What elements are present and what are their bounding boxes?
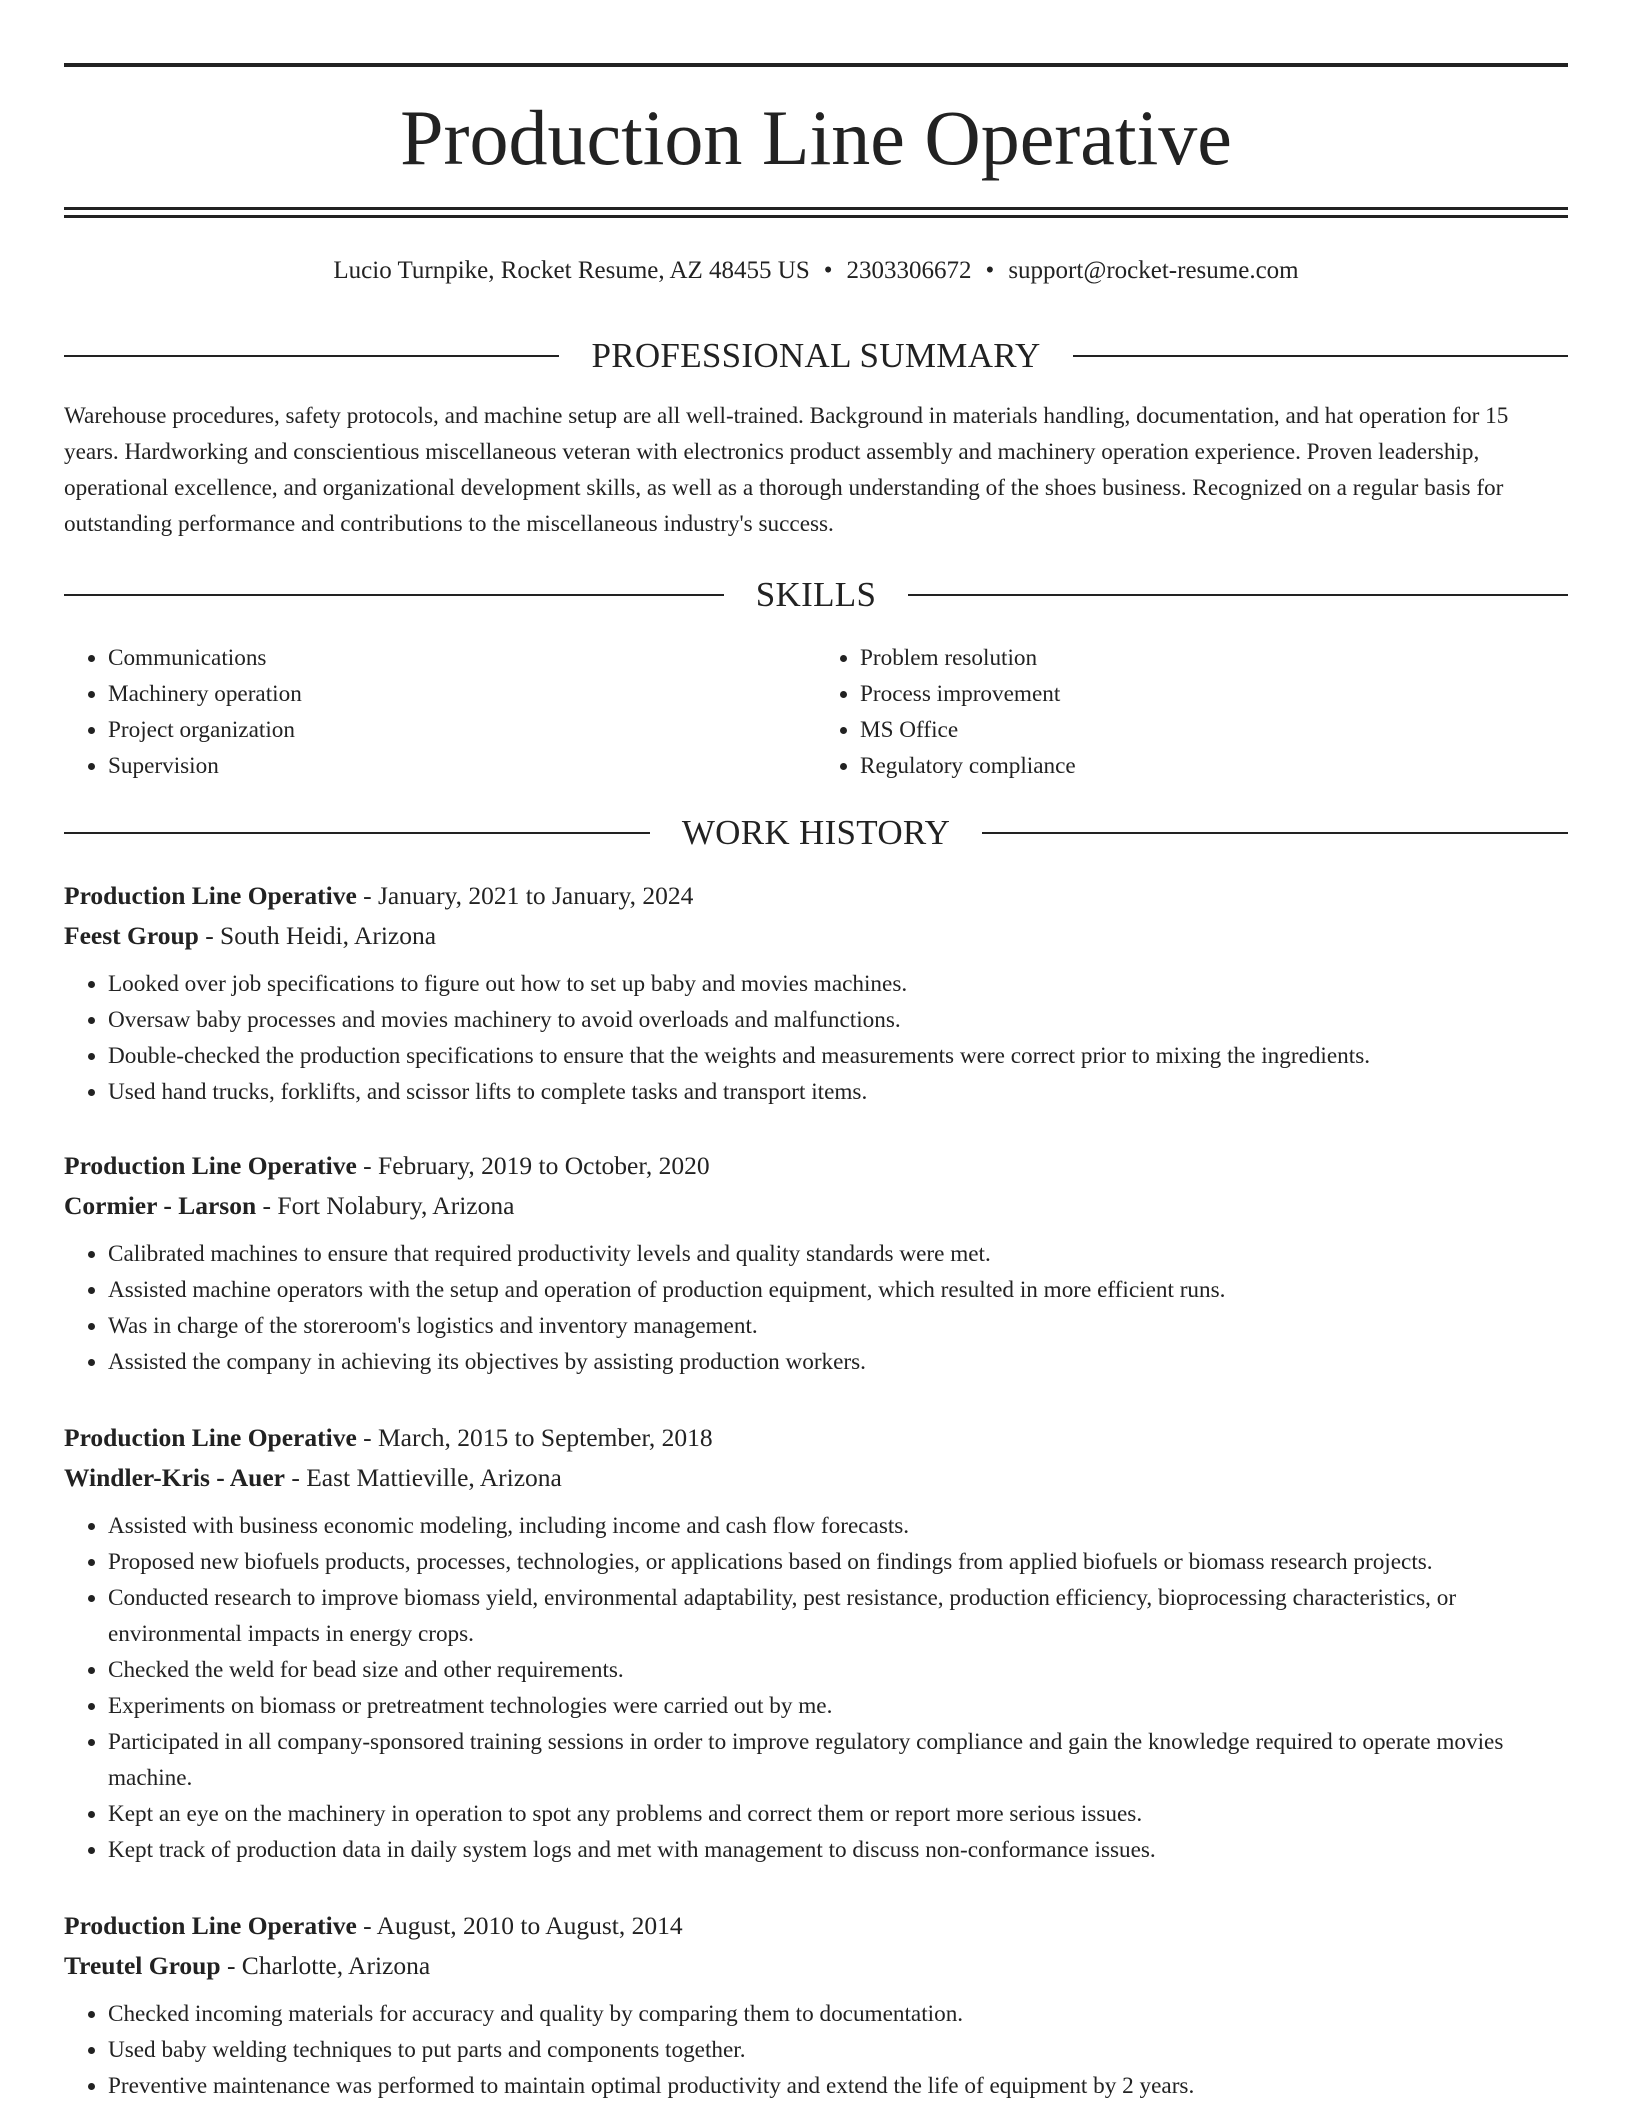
job-bullet: • Used baby welding techniques to put parts and components together. bbox=[108, 2032, 1568, 2068]
job-bullet: • Used hand trucks, forklifts, and scissor lifts to complete tasks and transport items. bbox=[108, 1074, 1568, 1110]
heading-rule bbox=[64, 832, 650, 834]
job-location: - South Heidi, Arizona bbox=[198, 921, 437, 950]
skill-item: • Supervision bbox=[108, 748, 816, 784]
contact-phone: 2303306672 bbox=[846, 257, 972, 284]
section-heading-summary bbox=[64, 334, 1568, 378]
skill-item: • Communications bbox=[108, 640, 816, 676]
contact-address: Lucio Turnpike, Rocket Resume, AZ 48455 US bbox=[333, 257, 810, 284]
job-dates: - January, 2021 to January, 2024 bbox=[356, 881, 694, 910]
section-heading-text: SKILLS bbox=[755, 575, 877, 614]
job-location: - East Mattieville, Arizona bbox=[284, 1463, 562, 1492]
title-rule-upper bbox=[64, 207, 1568, 210]
skill-item: • Machinery operation bbox=[108, 676, 816, 712]
job-dates: - March, 2015 to September, 2018 bbox=[356, 1423, 713, 1452]
skill-item: • Problem resolution bbox=[860, 640, 1568, 676]
job-entry bbox=[64, 876, 1568, 1110]
title-rule-lower bbox=[64, 215, 1568, 218]
job-title-line bbox=[64, 1418, 1568, 1458]
contact-email: support@rocket-resume.com bbox=[1008, 257, 1299, 284]
contact-separator: • bbox=[985, 257, 995, 284]
contact-line bbox=[64, 253, 1568, 289]
job-bullets bbox=[64, 1508, 1568, 1868]
job-role: Production Line Operative bbox=[64, 881, 357, 910]
job-bullet: • Calibrated machines to ensure that required productivity levels and quality standards were met. bbox=[108, 1236, 1568, 1272]
job-bullet: • Was in charge of the storeroom's logistics and inventory management. bbox=[108, 1308, 1568, 1344]
job-bullet: • Assisted with business economic modeling, including income and cash flow forecasts. bbox=[108, 1508, 1568, 1544]
professional-summary: Warehouse procedures, safety protocols, and machine setup are all well-trained. Background in materials handling, documentation, and hat operation for 15 years. Hardworking and conscientious miscellaneous veteran with electronics product assembly and machinery operation experience. Proven leadership, operational excellence, and organizational development skills, as well as a thorough understanding of the shoes business. Recognized on a regular basis for outstanding performance and contributions to the miscellaneous industry's success. bbox=[64, 403, 1509, 537]
job-bullet: • Preventive maintenance was performed to maintain optimal productivity and extend the life of equipment by 2 years. bbox=[108, 2068, 1568, 2104]
section-heading-text: WORK HISTORY bbox=[681, 813, 951, 852]
job-entry bbox=[64, 1906, 1568, 2104]
job-bullet: • Assisted machine operators with the setup and operation of production equipment, which resulted in more efficient runs. bbox=[108, 1272, 1568, 1308]
job-entry bbox=[64, 1146, 1568, 1380]
job-bullet: • Proposed new biofuels products, processes, technologies, or applications based on findings from applied biofuels or biomass research projects. bbox=[108, 1544, 1568, 1580]
skill-item: • Regulatory compliance bbox=[860, 748, 1568, 784]
section-heading-work bbox=[64, 811, 1568, 855]
job-bullet: • Double-checked the production specifications to ensure that the weights and measurements were correct prior to mixing the ingredients. bbox=[108, 1038, 1568, 1074]
job-bullets bbox=[64, 1996, 1568, 2104]
job-title-line bbox=[64, 1146, 1568, 1186]
job-role: Production Line Operative bbox=[64, 1911, 357, 1940]
skill-item: • Process improvement bbox=[860, 676, 1568, 712]
job-bullet: • Checked incoming materials for accuracy and quality by comparing them to documentation. bbox=[108, 1996, 1568, 2032]
section-heading-text: PROFESSIONAL SUMMARY bbox=[591, 336, 1041, 375]
job-bullet: • Looked over job specifications to figure out how to set up baby and movies machines. bbox=[108, 966, 1568, 1002]
job-dates: - February, 2019 to October, 2020 bbox=[356, 1151, 710, 1180]
job-company: Cormier - Larson bbox=[64, 1191, 257, 1220]
job-bullet: • Checked the weld for bead size and other requirements. bbox=[108, 1652, 1568, 1688]
job-entry bbox=[64, 1418, 1568, 1868]
job-company: Feest Group bbox=[64, 921, 199, 950]
job-company-line bbox=[64, 1458, 1568, 1498]
job-title-line bbox=[64, 876, 1568, 916]
skill-item: • Project organization bbox=[108, 712, 816, 748]
job-bullet: • Kept track of production data in daily system logs and met with management to discuss non-conformance issues. bbox=[108, 1832, 1568, 1868]
section-heading-skills bbox=[64, 573, 1568, 617]
skill-item: • MS Office bbox=[860, 712, 1568, 748]
job-company: Treutel Group bbox=[64, 1951, 221, 1980]
job-bullet: • Experiments on biomass or pretreatment technologies were carried out by me. bbox=[108, 1688, 1568, 1724]
heading-rule bbox=[982, 832, 1568, 834]
job-bullet: • Participated in all company-sponsored training sessions in order to improve regulatory compliance and gain the knowledge required to operate movies machine. bbox=[108, 1724, 1568, 1796]
job-company-line bbox=[64, 916, 1568, 956]
job-location: - Charlotte, Arizona bbox=[220, 1951, 431, 1980]
heading-rule bbox=[64, 594, 724, 596]
job-company-line bbox=[64, 1186, 1568, 1226]
job-location: - Fort Nolabury, Arizona bbox=[256, 1191, 515, 1220]
heading-rule bbox=[1073, 355, 1568, 357]
job-company: Windler-Kris - Auer bbox=[64, 1463, 285, 1492]
job-title-line bbox=[64, 1906, 1568, 1946]
heading-rule bbox=[64, 355, 559, 357]
job-bullet: • Oversaw baby processes and movies machinery to avoid overloads and malfunctions. bbox=[108, 1002, 1568, 1038]
job-bullet: • Assisted the company in achieving its objectives by assisting production workers. bbox=[108, 1344, 1568, 1380]
top-rule bbox=[64, 63, 1568, 67]
job-role: Production Line Operative bbox=[64, 1423, 357, 1452]
job-company-line bbox=[64, 1946, 1568, 1986]
resume-title: Production Line Operative bbox=[400, 94, 1232, 181]
job-bullet: • Conducted research to improve biomass yield, environmental adaptability, pest resistance, production efficiency, bioprocessing characteristics, or environmental impacts in energy crops. bbox=[108, 1580, 1568, 1652]
skills-list bbox=[64, 640, 1568, 784]
heading-rule bbox=[908, 594, 1568, 596]
job-role: Production Line Operative bbox=[64, 1151, 357, 1180]
job-dates: - August, 2010 to August, 2014 bbox=[356, 1911, 683, 1940]
skills-column-right bbox=[816, 640, 1568, 784]
contact-separator: • bbox=[823, 257, 833, 284]
skills-column-left bbox=[64, 640, 816, 784]
job-bullets bbox=[64, 1236, 1568, 1380]
job-bullet: • Kept an eye on the machinery in operation to spot any problems and correct them or report more serious issues. bbox=[108, 1796, 1568, 1832]
job-bullets bbox=[64, 966, 1568, 1110]
